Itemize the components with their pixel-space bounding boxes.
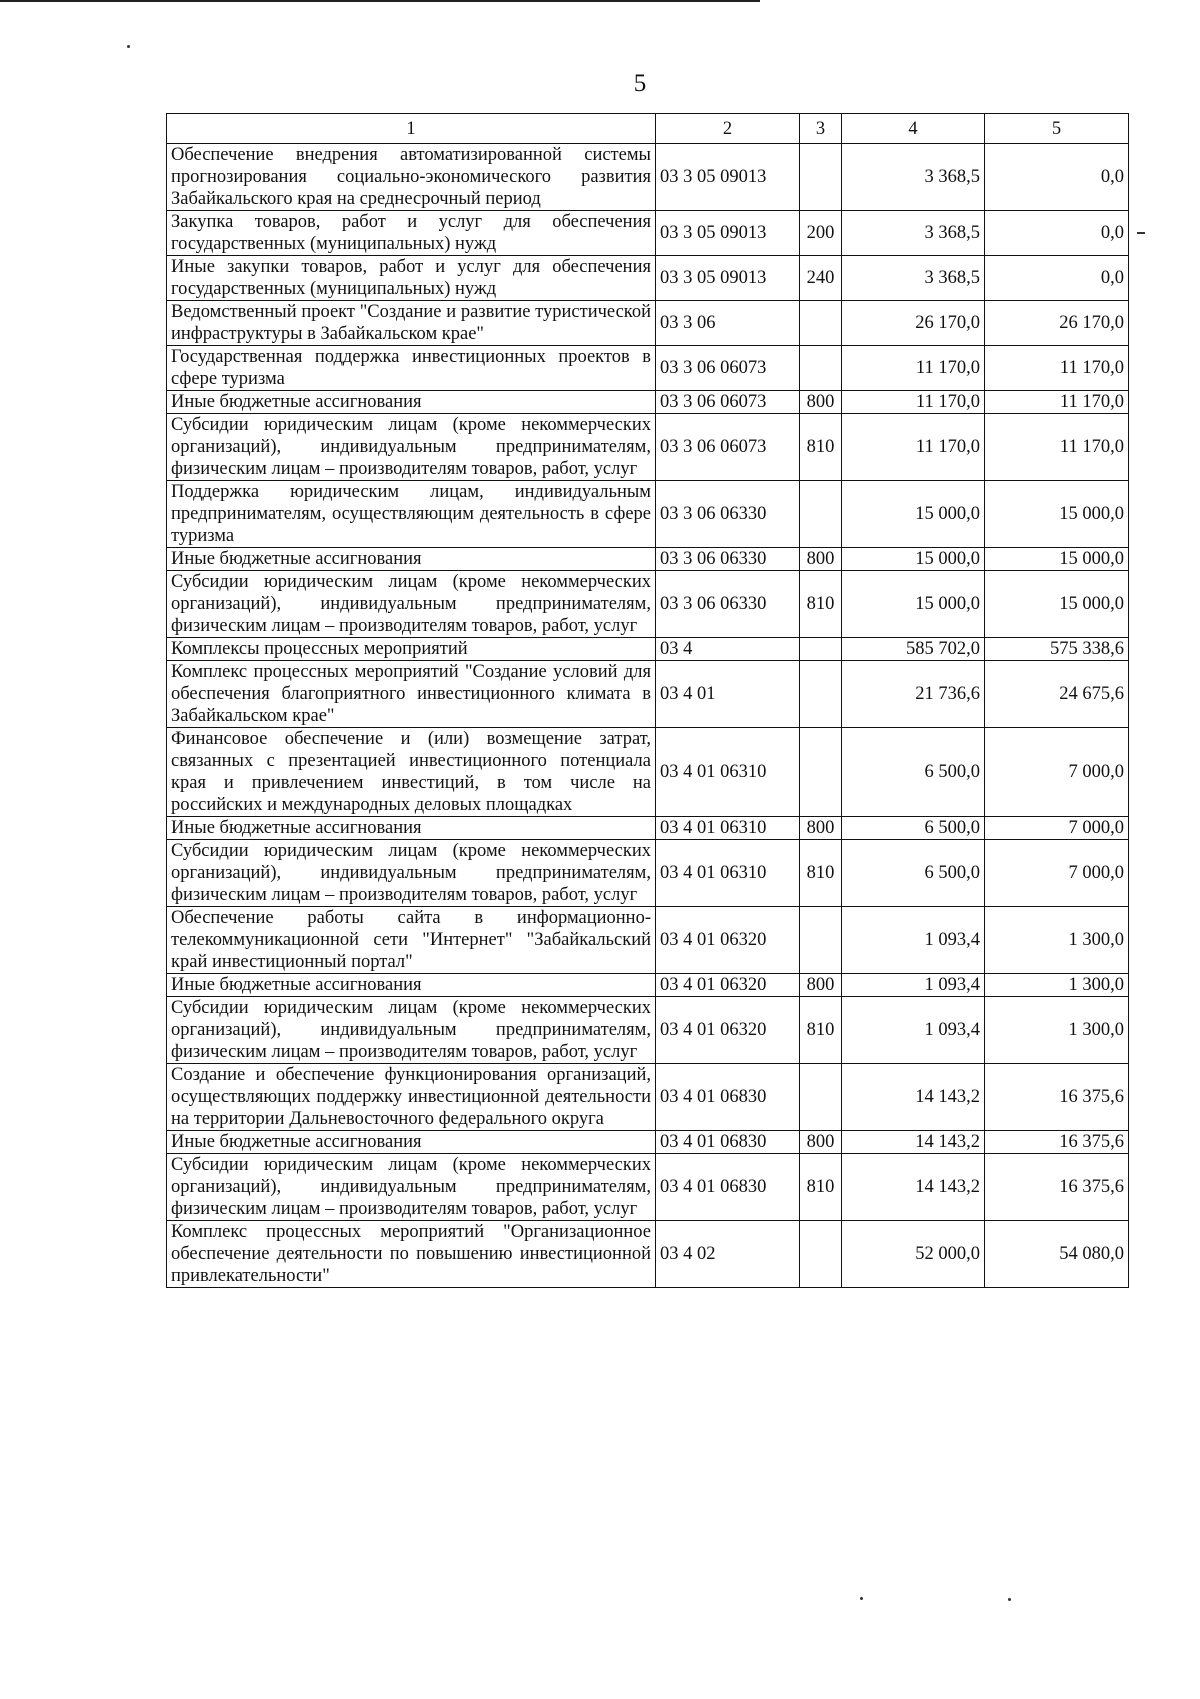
row-kind-cell [800, 661, 842, 728]
header-cell-1: 1 [167, 114, 656, 144]
row-code-cell: 03 4 02 [656, 1221, 800, 1288]
table-row [167, 907, 1129, 974]
row-kind-cell [800, 144, 842, 211]
row-value-4-cell: 6 500,0 [842, 728, 985, 817]
row-kind-cell: 800 [800, 548, 842, 571]
table-row [167, 414, 1129, 481]
row-name-cell: Закупка товаров, работ и услуг для обеспечения государственных (муниципальных) нужд [167, 211, 656, 256]
scan-speck [860, 1597, 863, 1600]
row-name-cell: Создание и обеспечение функционирования организаций, осуществляющих поддержку инвестиционной деятельности на территории Дальневосточного федерального округа [167, 1064, 656, 1131]
row-value-4-cell: 11 170,0 [842, 346, 985, 391]
row-name-cell: Иные бюджетные ассигнования [167, 974, 656, 997]
row-kind-cell [800, 728, 842, 817]
row-code-cell: 03 4 01 06830 [656, 1154, 800, 1221]
header-cell-3: 3 [800, 114, 842, 144]
row-code-cell: 03 3 05 09013 [656, 211, 800, 256]
header-cell-5: 5 [985, 114, 1129, 144]
row-name-cell: Государственная поддержка инвестиционных проектов в сфере туризма [167, 346, 656, 391]
row-value-5-cell: 0,0 [985, 144, 1129, 211]
row-name-cell: Субсидии юридическим лицам (кроме некоммерческих организаций), индивидуальным предпринимателям, физическим лицам – производителям товаров, работ, услуг [167, 840, 656, 907]
budget-table [166, 113, 1129, 1288]
row-kind-cell: 240 [800, 256, 842, 301]
row-name-cell: Иные бюджетные ассигнования [167, 817, 656, 840]
row-name-cell: Субсидии юридическим лицам (кроме некоммерческих организаций), индивидуальным предпринимателям, физическим лицам – производителям товаров, работ, услуг [167, 997, 656, 1064]
row-value-4-cell: 26 170,0 [842, 301, 985, 346]
row-value-5-cell: 11 170,0 [985, 346, 1129, 391]
row-value-4-cell: 1 093,4 [842, 907, 985, 974]
row-code-cell: 03 4 01 06830 [656, 1131, 800, 1154]
row-value-5-cell: 7 000,0 [985, 817, 1129, 840]
row-value-4-cell: 3 368,5 [842, 211, 985, 256]
row-kind-cell [800, 301, 842, 346]
table-row [167, 391, 1129, 414]
row-value-4-cell: 15 000,0 [842, 481, 985, 548]
row-kind-cell: 810 [800, 840, 842, 907]
row-name-cell: Обеспечение работы сайта в информационно-телекоммуникационной сети "Интернет" "Забайкальский край инвестиционный портал" [167, 907, 656, 974]
row-code-cell: 03 4 01 06310 [656, 728, 800, 817]
row-value-5-cell: 26 170,0 [985, 301, 1129, 346]
table-row [167, 1154, 1129, 1221]
row-value-5-cell: 24 675,6 [985, 661, 1129, 728]
row-code-cell: 03 3 06 06073 [656, 414, 800, 481]
table-row [167, 346, 1129, 391]
row-value-5-cell: 54 080,0 [985, 1221, 1129, 1288]
row-kind-cell [800, 481, 842, 548]
row-value-5-cell: 7 000,0 [985, 728, 1129, 817]
row-kind-cell [800, 638, 842, 661]
table-row [167, 548, 1129, 571]
row-code-cell: 03 4 01 06320 [656, 907, 800, 974]
row-value-5-cell: 0,0 [985, 211, 1129, 256]
row-name-cell: Субсидии юридическим лицам (кроме некоммерческих организаций), индивидуальным предпринимателям, физическим лицам – производителям товаров, работ, услуг [167, 571, 656, 638]
scan-mark [1137, 232, 1145, 234]
table-row [167, 817, 1129, 840]
row-value-4-cell: 15 000,0 [842, 571, 985, 638]
row-value-4-cell: 11 170,0 [842, 391, 985, 414]
row-code-cell: 03 4 01 06320 [656, 974, 800, 997]
row-value-4-cell: 15 000,0 [842, 548, 985, 571]
row-name-cell: Обеспечение внедрения автоматизированной системы прогнозирования социально-экономического развития Забайкальского края на среднесрочный период [167, 144, 656, 211]
table-row [167, 1131, 1129, 1154]
scan-speck [127, 45, 130, 48]
table-row [167, 997, 1129, 1064]
row-name-cell: Иные закупки товаров, работ и услуг для обеспечения государственных (муниципальных) нужд [167, 256, 656, 301]
row-value-4-cell: 3 368,5 [842, 256, 985, 301]
row-code-cell: 03 3 06 06073 [656, 391, 800, 414]
row-code-cell: 03 4 01 06310 [656, 840, 800, 907]
row-name-cell: Комплексы процессных мероприятий [167, 638, 656, 661]
row-code-cell: 03 3 06 [656, 301, 800, 346]
row-value-5-cell: 16 375,6 [985, 1131, 1129, 1154]
row-code-cell: 03 4 [656, 638, 800, 661]
row-name-cell: Финансовое обеспечение и (или) возмещение затрат, связанных с презентацией инвестиционного потенциала края и привлечением инвестиций, в том числе на российских и международных деловых площадках [167, 728, 656, 817]
table-row [167, 840, 1129, 907]
budget-table-body [167, 114, 1129, 1288]
row-code-cell: 03 4 01 06830 [656, 1064, 800, 1131]
row-value-4-cell: 52 000,0 [842, 1221, 985, 1288]
row-code-cell: 03 4 01 06310 [656, 817, 800, 840]
row-code-cell: 03 3 05 09013 [656, 144, 800, 211]
table-row [167, 256, 1129, 301]
row-kind-cell: 810 [800, 414, 842, 481]
row-name-cell: Субсидии юридическим лицам (кроме некоммерческих организаций), индивидуальным предпринимателям, физическим лицам – производителям товаров, работ, услуг [167, 414, 656, 481]
row-name-cell: Иные бюджетные ассигнования [167, 1131, 656, 1154]
row-name-cell: Иные бюджетные ассигнования [167, 548, 656, 571]
table-row [167, 1064, 1129, 1131]
row-value-5-cell: 1 300,0 [985, 997, 1129, 1064]
row-code-cell: 03 3 06 06330 [656, 548, 800, 571]
table-row [167, 1221, 1129, 1288]
row-code-cell: 03 3 05 09013 [656, 256, 800, 301]
row-kind-cell [800, 346, 842, 391]
header-cell-4: 4 [842, 114, 985, 144]
table-row [167, 481, 1129, 548]
row-value-5-cell: 15 000,0 [985, 481, 1129, 548]
row-name-cell: Комплекс процессных мероприятий "Создание условий для обеспечения благоприятного инвестиционного климата в Забайкальском крае" [167, 661, 656, 728]
table-row [167, 301, 1129, 346]
row-kind-cell: 800 [800, 817, 842, 840]
row-kind-cell: 800 [800, 391, 842, 414]
row-name-cell: Субсидии юридическим лицам (кроме некоммерческих организаций), индивидуальным предпринимателям, физическим лицам – производителям товаров, работ, услуг [167, 1154, 656, 1221]
row-name-cell: Ведомственный проект "Создание и развитие туристической инфраструктуры в Забайкальском крае" [167, 301, 656, 346]
table-row [167, 638, 1129, 661]
header-row [167, 114, 1129, 144]
row-value-5-cell: 1 300,0 [985, 974, 1129, 997]
row-value-4-cell: 14 143,2 [842, 1064, 985, 1131]
row-code-cell: 03 3 06 06330 [656, 571, 800, 638]
row-value-4-cell: 1 093,4 [842, 974, 985, 997]
row-value-4-cell: 585 702,0 [842, 638, 985, 661]
page-number: 5 [633, 70, 647, 97]
row-kind-cell: 810 [800, 997, 842, 1064]
row-value-4-cell: 14 143,2 [842, 1131, 985, 1154]
row-name-cell: Иные бюджетные ассигнования [167, 391, 656, 414]
row-value-5-cell: 0,0 [985, 256, 1129, 301]
row-code-cell: 03 4 01 06320 [656, 997, 800, 1064]
row-value-5-cell: 16 375,6 [985, 1064, 1129, 1131]
row-value-5-cell: 15 000,0 [985, 548, 1129, 571]
row-code-cell: 03 3 06 06073 [656, 346, 800, 391]
table-row [167, 974, 1129, 997]
row-value-4-cell: 1 093,4 [842, 997, 985, 1064]
table-row [167, 728, 1129, 817]
row-kind-cell [800, 907, 842, 974]
scan-speck [1008, 1598, 1011, 1601]
row-value-5-cell: 11 170,0 [985, 391, 1129, 414]
row-kind-cell: 800 [800, 974, 842, 997]
row-value-4-cell: 14 143,2 [842, 1154, 985, 1221]
row-value-4-cell: 11 170,0 [842, 414, 985, 481]
row-value-5-cell: 7 000,0 [985, 840, 1129, 907]
row-value-5-cell: 1 300,0 [985, 907, 1129, 974]
row-kind-cell: 800 [800, 1131, 842, 1154]
row-value-5-cell: 16 375,6 [985, 1154, 1129, 1221]
row-value-5-cell: 575 338,6 [985, 638, 1129, 661]
row-value-4-cell: 6 500,0 [842, 817, 985, 840]
row-name-cell: Поддержка юридическим лицам, индивидуальным предпринимателям, осуществляющим деятельность в сфере туризма [167, 481, 656, 548]
row-value-4-cell: 21 736,6 [842, 661, 985, 728]
row-kind-cell [800, 1221, 842, 1288]
row-kind-cell: 810 [800, 571, 842, 638]
row-value-5-cell: 11 170,0 [985, 414, 1129, 481]
row-kind-cell: 200 [800, 211, 842, 256]
table-row [167, 571, 1129, 638]
row-value-5-cell: 15 000,0 [985, 571, 1129, 638]
row-value-4-cell: 6 500,0 [842, 840, 985, 907]
row-kind-cell [800, 1064, 842, 1131]
table-row [167, 144, 1129, 211]
top-border-rule [0, 0, 760, 2]
row-name-cell: Комплекс процессных мероприятий "Организационное обеспечение деятельности по повышению инвестиционной привлекательности" [167, 1221, 656, 1288]
row-code-cell: 03 4 01 [656, 661, 800, 728]
table-row [167, 661, 1129, 728]
header-cell-2: 2 [656, 114, 800, 144]
table-row [167, 211, 1129, 256]
row-value-4-cell: 3 368,5 [842, 144, 985, 211]
row-kind-cell: 810 [800, 1154, 842, 1221]
row-code-cell: 03 3 06 06330 [656, 481, 800, 548]
